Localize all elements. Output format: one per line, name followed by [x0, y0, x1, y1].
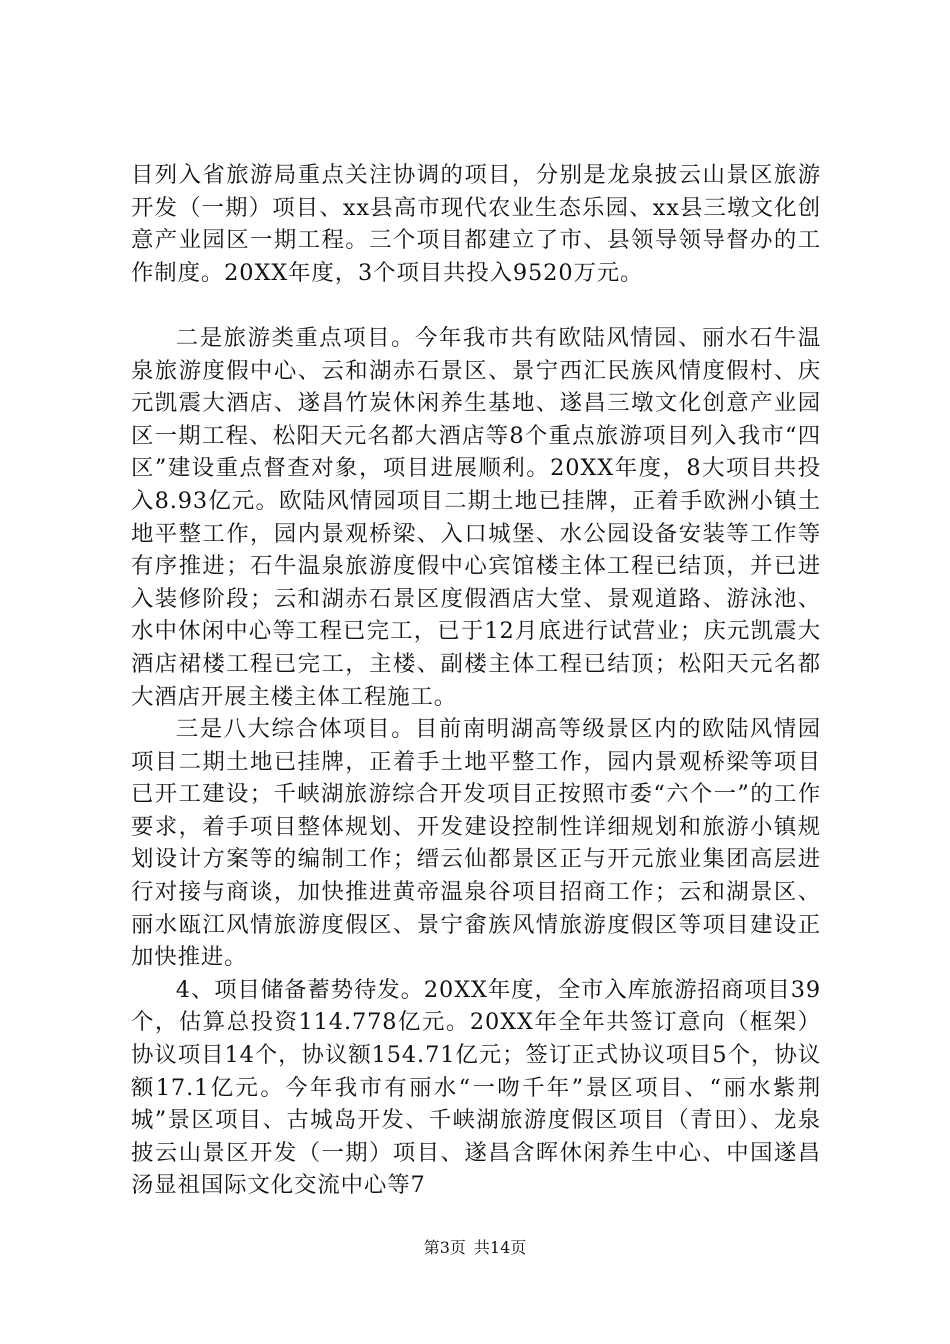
page-total: 共14页 [473, 1238, 527, 1257]
paragraph-tourism-key-projects: 二是旅游类重点项目。今年我市共有欧陆风情园、丽水石牛温泉旅游度假中心、云和湖赤石景区、景宁西汇民族风情度假村、庆元凯震大酒店、遂昌竹炭休闲养生基地、遂昌三墩文化创意产业园区一期工程、松阳天元名都大酒店等8个重点旅游项目列入我市“四区”建设重点督查对象，项目进展顺利。20XX年度，8大项目共投入8.93亿元。欧陆风情园项目二期土地已挂牌，正着手欧洲小镇土地平整工作，园内景观桥梁、入口城堡、水公园设备安装等工作等有序推进；石牛温泉旅游度假中心宾馆楼主体工程已结顶，并已进入装修阶段；云和湖赤石景区度假酒店大堂、景观道路、游泳池、水中休闲中心等工程已完工，已于12月底进行试营业；庆元凯震大酒店裙楼工程已完工，主楼、副楼主体工程已结顶；松阳天元名都大酒店开展主楼主体工程施工。 [131, 324, 821, 710]
paragraph-continued: 目列入省旅游局重点关注协调的项目，分别是龙泉披云山景区旅游开发（一期）项目、xx县高市现代农业生态乐园、xx县三墩文化创意产业园区一期工程。三个项目都建立了市、县领导领导督办的工作制度。20XX年度，3个项目共投入9520万元。 [131, 162, 821, 286]
document-body [131, 159, 821, 1202]
paragraph-complex-projects: 三是八大综合体项目。目前南明湖高等级景区内的欧陆风情园项目二期土地已挂牌，正着手土地平整工作，园内景观桥梁等项目已开工建设；千峡湖旅游综合开发项目正按照市委“六个一”的工作要求，着手项目整体规划、开发建设控制性详细规划和旅游小镇规划设计方案等的编制工作；缙云仙都景区正与开元旅业集团高层进行对接与商谈，加快推进黄帝温泉谷项目招商工作；云和湖景区、丽水瓯江风情旅游度假区、景宁畲族风情旅游度假区等项目建设正加快推进。 [131, 716, 821, 971]
paragraph-project-reserve: 4、项目储备蓄势待发。20XX年度，全市入库旅游招商项目39个，估算总投资114.778亿元。20XX年全年共签订意向（框架）协议项目14个，协议额154.71亿元；签订正式协议项目5个，协议额17.1亿元。今年我市有丽水“一吻千年”景区项目、“丽水紫荆城”景区项目、古城岛开发、千峡湖旅游度假区项目（青田）、龙泉披云山景区开发（一期）项目、遂昌含晖休闲养生中心、中国遂昌汤显祖国际文化交流中心等7 [131, 976, 821, 1199]
page-footer [0, 1238, 950, 1258]
page-number: 第3页 [423, 1238, 466, 1257]
